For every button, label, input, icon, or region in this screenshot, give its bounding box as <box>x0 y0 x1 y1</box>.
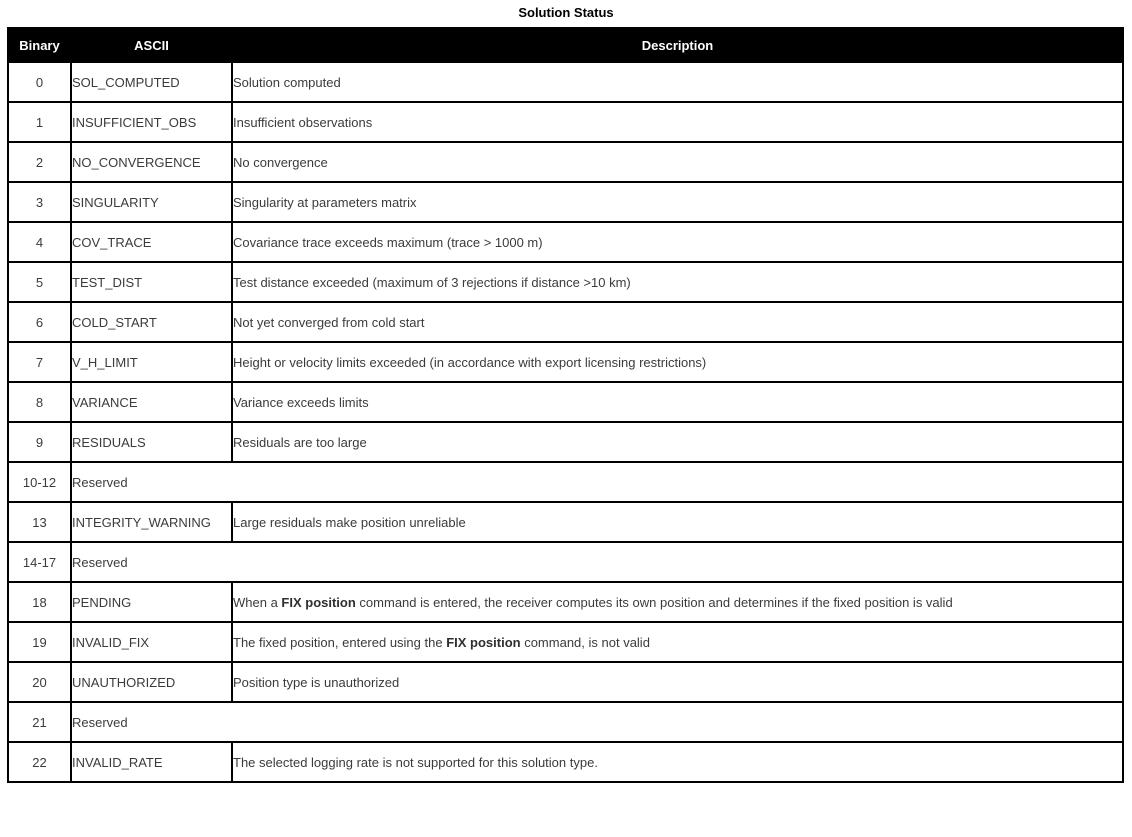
ascii-cell: COLD_START <box>71 302 232 342</box>
reserved-cell: Reserved <box>71 702 1123 742</box>
binary-cell: 13 <box>8 502 71 542</box>
table-row <box>8 582 1123 622</box>
description-cell: Covariance trace exceeds maximum (trace > 1000 m) <box>232 222 1123 262</box>
description-cell: Not yet converged from cold start <box>232 302 1123 342</box>
binary-cell: 2 <box>8 142 71 182</box>
binary-cell: 21 <box>8 702 71 742</box>
table-row <box>8 262 1123 302</box>
binary-cell: 8 <box>8 382 71 422</box>
description-cell: Singularity at parameters matrix <box>232 182 1123 222</box>
table-row <box>8 462 1123 502</box>
binary-cell: 4 <box>8 222 71 262</box>
table-row <box>8 142 1123 182</box>
col-header-description: Description <box>232 28 1123 62</box>
binary-cell: 14-17 <box>8 542 71 582</box>
ascii-cell: PENDING <box>71 582 232 622</box>
description-cell: No convergence <box>232 142 1123 182</box>
table-row <box>8 182 1123 222</box>
binary-cell: 22 <box>8 742 71 782</box>
table-row <box>8 702 1123 742</box>
binary-cell: 0 <box>8 62 71 102</box>
header-row <box>8 28 1123 62</box>
col-header-binary: Binary <box>8 28 71 62</box>
table-row <box>8 302 1123 342</box>
reserved-cell: Reserved <box>71 542 1123 582</box>
ascii-cell: COV_TRACE <box>71 222 232 262</box>
binary-cell: 18 <box>8 582 71 622</box>
description-cell: Solution computed <box>232 62 1123 102</box>
description-cell: Large residuals make position unreliable <box>232 502 1123 542</box>
ascii-cell: NO_CONVERGENCE <box>71 142 232 182</box>
table-row <box>8 622 1123 662</box>
ascii-cell: INVALID_FIX <box>71 622 232 662</box>
table-row <box>8 342 1123 382</box>
binary-cell: 7 <box>8 342 71 382</box>
description-cell: The fixed position, entered using the FIX position command, is not valid <box>232 622 1123 662</box>
ascii-cell: INTEGRITY_WARNING <box>71 502 232 542</box>
description-cell: Insufficient observations <box>232 102 1123 142</box>
description-cell: Position type is unauthorized <box>232 662 1123 702</box>
binary-cell: 6 <box>8 302 71 342</box>
description-cell: When a FIX position command is entered, the receiver computes its own position and determines if the fixed position is valid <box>232 582 1123 622</box>
description-cell: The selected logging rate is not supported for this solution type. <box>232 742 1123 782</box>
binary-cell: 9 <box>8 422 71 462</box>
table-row <box>8 502 1123 542</box>
binary-cell: 20 <box>8 662 71 702</box>
ascii-cell: VARIANCE <box>71 382 232 422</box>
table-row <box>8 382 1123 422</box>
ascii-cell: UNAUTHORIZED <box>71 662 232 702</box>
description-cell: Residuals are too large <box>232 422 1123 462</box>
table-row <box>8 422 1123 462</box>
description-cell: Height or velocity limits exceeded (in accordance with export licensing restrictions) <box>232 342 1123 382</box>
solution-status-table <box>7 27 1124 783</box>
table-row <box>8 62 1123 102</box>
reserved-cell: Reserved <box>71 462 1123 502</box>
description-cell: Test distance exceeded (maximum of 3 rejections if distance >10 km) <box>232 262 1123 302</box>
table-row <box>8 742 1123 782</box>
ascii-cell: RESIDUALS <box>71 422 232 462</box>
table-row <box>8 542 1123 582</box>
ascii-cell: INVALID_RATE <box>71 742 232 782</box>
col-header-ascii: ASCII <box>71 28 232 62</box>
binary-cell: 5 <box>8 262 71 302</box>
ascii-cell: SOL_COMPUTED <box>71 62 232 102</box>
binary-cell: 1 <box>8 102 71 142</box>
binary-cell: 19 <box>8 622 71 662</box>
ascii-cell: INSUFFICIENT_OBS <box>71 102 232 142</box>
table-row <box>8 662 1123 702</box>
table-body <box>8 62 1123 782</box>
description-cell: Variance exceeds limits <box>232 382 1123 422</box>
page-title: Solution Status <box>518 5 614 20</box>
table-header <box>8 28 1123 62</box>
ascii-cell: TEST_DIST <box>71 262 232 302</box>
ascii-cell: SINGULARITY <box>71 182 232 222</box>
ascii-cell: V_H_LIMIT <box>71 342 232 382</box>
table-row <box>8 222 1123 262</box>
binary-cell: 3 <box>8 182 71 222</box>
table-row <box>8 102 1123 142</box>
binary-cell: 10-12 <box>8 462 71 502</box>
